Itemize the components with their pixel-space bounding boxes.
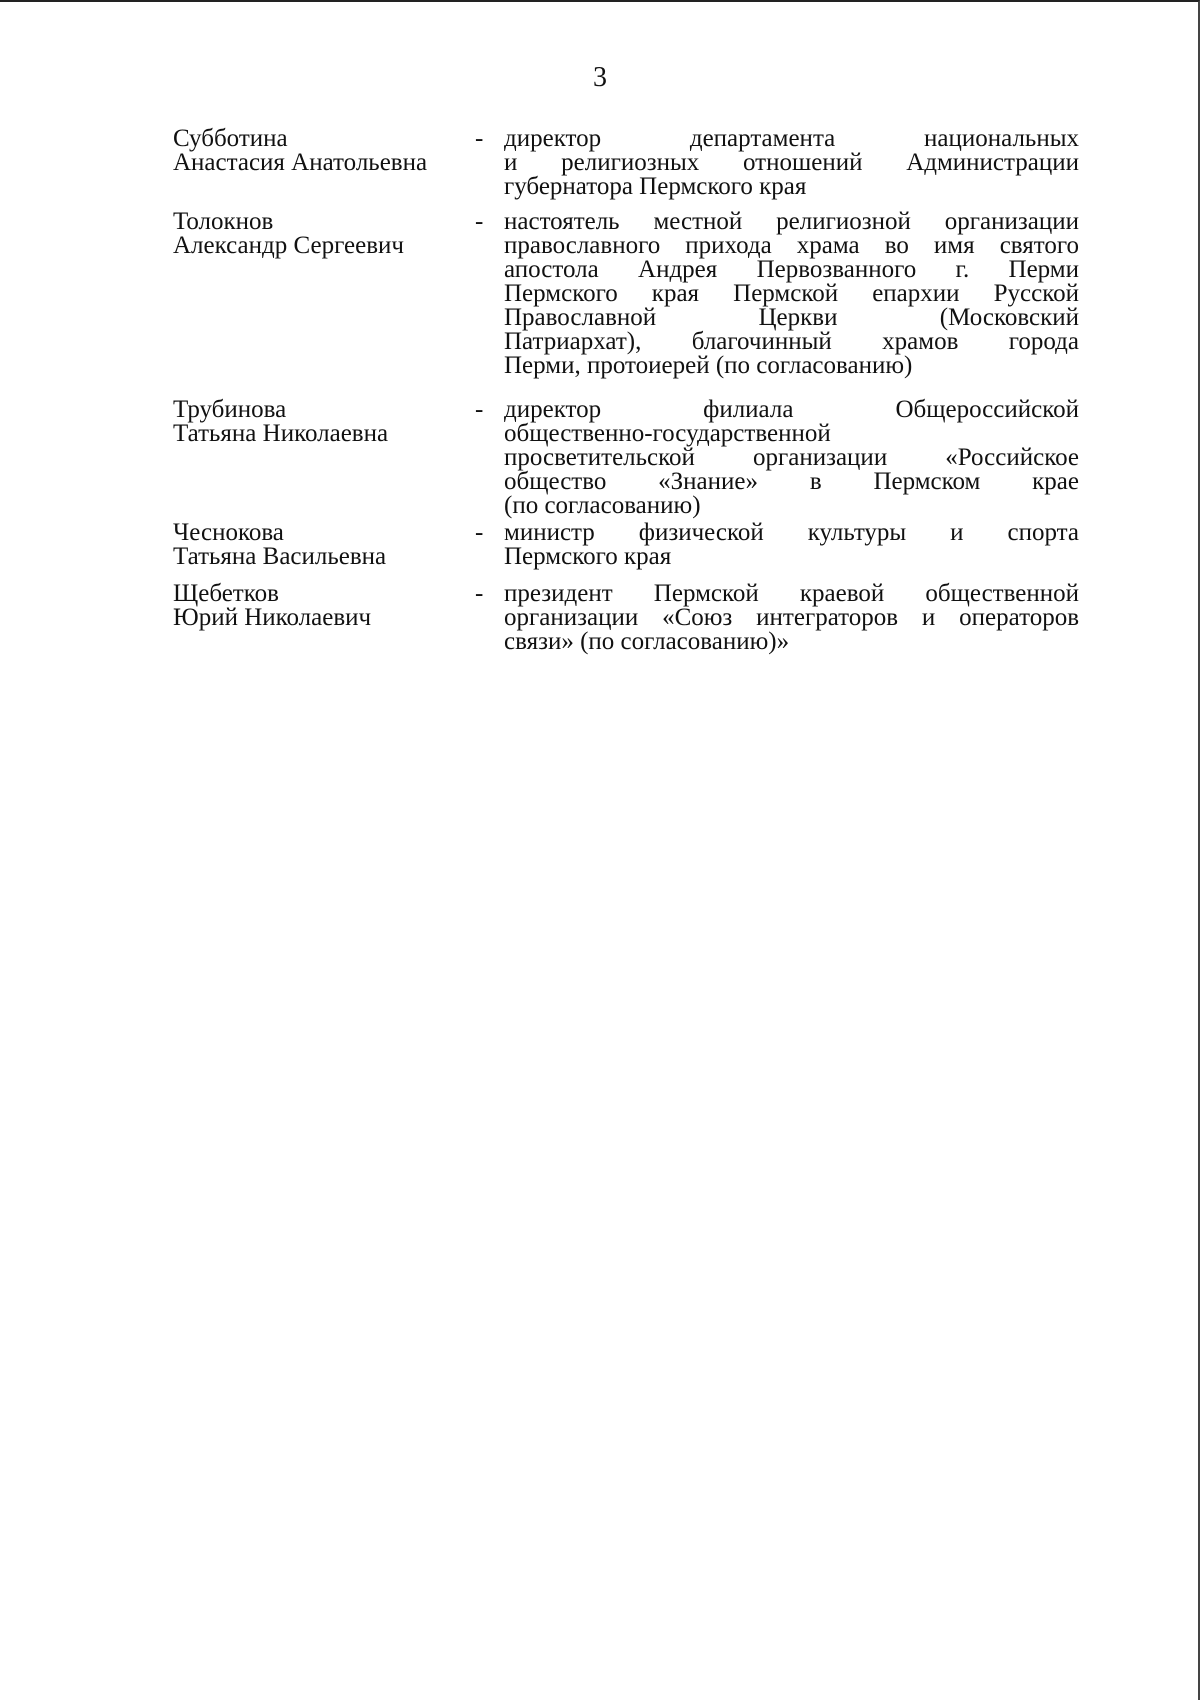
position-line: просветительской организации «Российское: [504, 444, 1079, 471]
position-line: губернатора Пермского края: [504, 173, 807, 200]
member-given: Татьяна Николаевна: [173, 420, 389, 447]
member-name: [173, 398, 473, 446]
member-surname: Чеснокова: [173, 519, 284, 546]
position-line: общественно-государственной: [504, 420, 831, 447]
position-line: православного прихода храма во имя святого: [504, 232, 1079, 259]
member-name: [173, 582, 473, 630]
member-position: [504, 521, 1079, 569]
member-surname: Трубинова: [173, 396, 287, 423]
position-line: Патриархат), благочинный храмов города: [504, 328, 1079, 355]
dash-separator: -: [475, 519, 484, 546]
position-line: (по согласованию): [504, 492, 701, 519]
page-number: 3: [593, 62, 607, 93]
position-line: и религиозных отношений Администрации: [504, 149, 1079, 176]
member-name: [173, 521, 473, 569]
position-line: президент Пермской краевой общественной: [504, 580, 1079, 607]
dash-separator: -: [475, 125, 484, 152]
position-line: апостола Андрея Первозванного г. Перми: [504, 256, 1079, 283]
dash-separator: -: [475, 208, 484, 235]
member-position: [504, 582, 1079, 654]
position-line: Пермского края: [504, 543, 672, 570]
position-line: Православной Церкви (Московский: [504, 304, 1079, 331]
position-line: общество «Знание» в Пермском крае: [504, 468, 1079, 495]
member-surname: Субботина: [173, 125, 288, 152]
position-line: организации «Союз интеграторов и операторов: [504, 604, 1079, 631]
position-line: связи» (по согласованию)»: [504, 628, 790, 655]
member-given: Александр Сергеевич: [173, 232, 404, 259]
position-line: директор филиала Общероссийской: [504, 396, 1079, 423]
position-line: Пермского края Пермской епархии Русской: [504, 280, 1079, 307]
position-line: настоятель местной религиозной организации: [504, 208, 1079, 235]
member-given: Анастасия Анатольевна: [173, 149, 428, 176]
position-line: Перми, протоиерей (по согласованию): [504, 352, 913, 379]
member-position: [504, 127, 1079, 199]
dash-separator: -: [475, 580, 484, 607]
member-surname: Щебетков: [173, 580, 279, 607]
member-name: [173, 127, 473, 175]
member-position: [504, 210, 1079, 378]
member-given: Татьяна Васильевна: [173, 543, 387, 570]
position-line: директор департамента национальных: [504, 125, 1079, 152]
dash-separator: -: [475, 396, 484, 423]
member-name: [173, 210, 473, 258]
member-surname: Толокнов: [173, 208, 274, 235]
position-line: министр физической культуры и спорта: [504, 519, 1079, 546]
member-given: Юрий Николаевич: [173, 604, 372, 631]
member-position: [504, 398, 1079, 518]
